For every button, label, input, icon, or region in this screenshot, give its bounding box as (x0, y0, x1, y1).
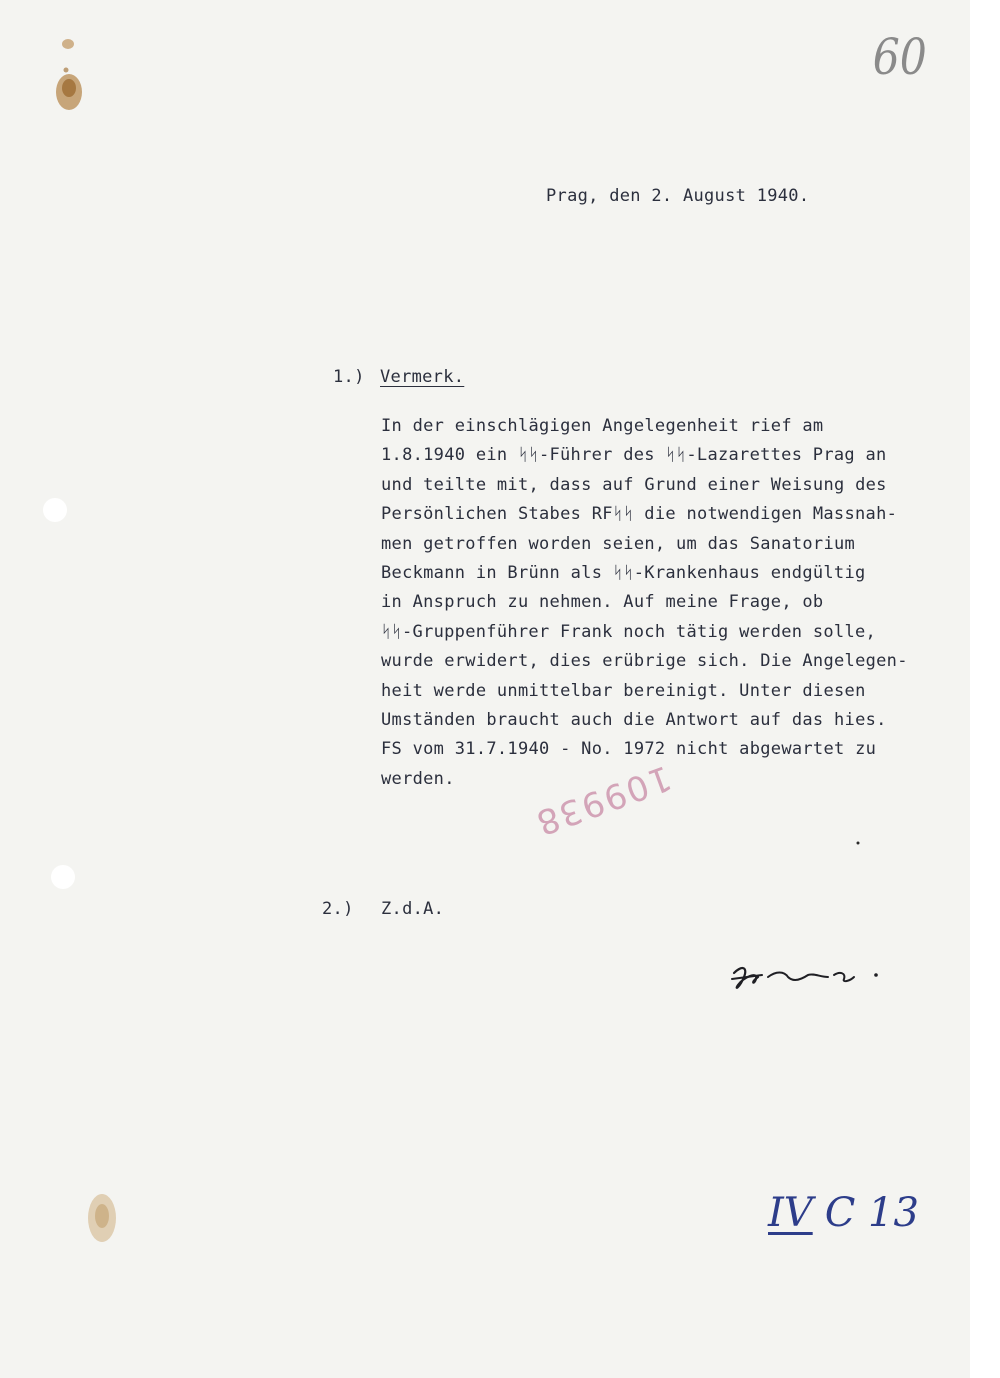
scan-margin (970, 0, 1000, 1378)
item-number-2: 2.) (322, 899, 354, 919)
memo-line: wurde erwidert, dies erübrige sich. Die Angelegen- (381, 651, 908, 672)
memo-line: Umständen braucht auch die Antwort auf das hies. (381, 709, 887, 730)
punch-hole-upper (40, 495, 70, 525)
memo-line: ᛋᛋ-Gruppenführer Frank noch tätig werden solle, (381, 621, 877, 642)
memo-line: In der einschlägigen Angelegenheit rief am (381, 416, 824, 436)
memo-body (381, 412, 908, 794)
memo-line: Persönlichen Stabes RFᛋᛋ die notwendigen Massnah- (381, 504, 898, 525)
rust-stain-bottom (78, 1180, 128, 1260)
archive-code (768, 1190, 919, 1236)
date-line: Prag, den 2. August 1940. (546, 186, 810, 206)
archive-number-stamp: 109938 (529, 756, 677, 844)
item-number-1: 1.) (333, 367, 365, 387)
archive-code-roman: IV (768, 1190, 813, 1236)
memo-line: und teilte mit, dass auf Grund einer Weisung des (381, 474, 887, 495)
rust-stain-top (48, 30, 98, 130)
item-heading-zda: Z.d.A. (381, 899, 445, 919)
paper-speck (855, 840, 861, 846)
memo-line: Beckmann in Brünn als ᛋᛋ-Krankenhaus endgültig (381, 562, 866, 583)
memo-line: FS vom 31.7.1940 - No. 1972 nicht abgewartet zu (381, 739, 877, 760)
memo-line: in Anspruch zu nehmen. Auf meine Frage, ob (381, 592, 824, 613)
page-number: 60 (872, 28, 927, 86)
memo-line: werden. (381, 768, 455, 789)
archive-code-suffix: C 13 (824, 1190, 919, 1236)
signature-mark (728, 955, 888, 1005)
memo-line: heit werde unmittelbar bereinigt. Unter diesen (381, 680, 866, 701)
memo-line: 1.8.1940 ein ᛋᛋ-Führer des ᛋᛋ-Lazarettes Prag an (381, 445, 887, 466)
memo-line: men getroffen worden seien, um das Sanatorium (381, 533, 856, 554)
punch-hole-lower (48, 862, 78, 892)
item-heading-vermerk: Vermerk. (380, 367, 465, 387)
